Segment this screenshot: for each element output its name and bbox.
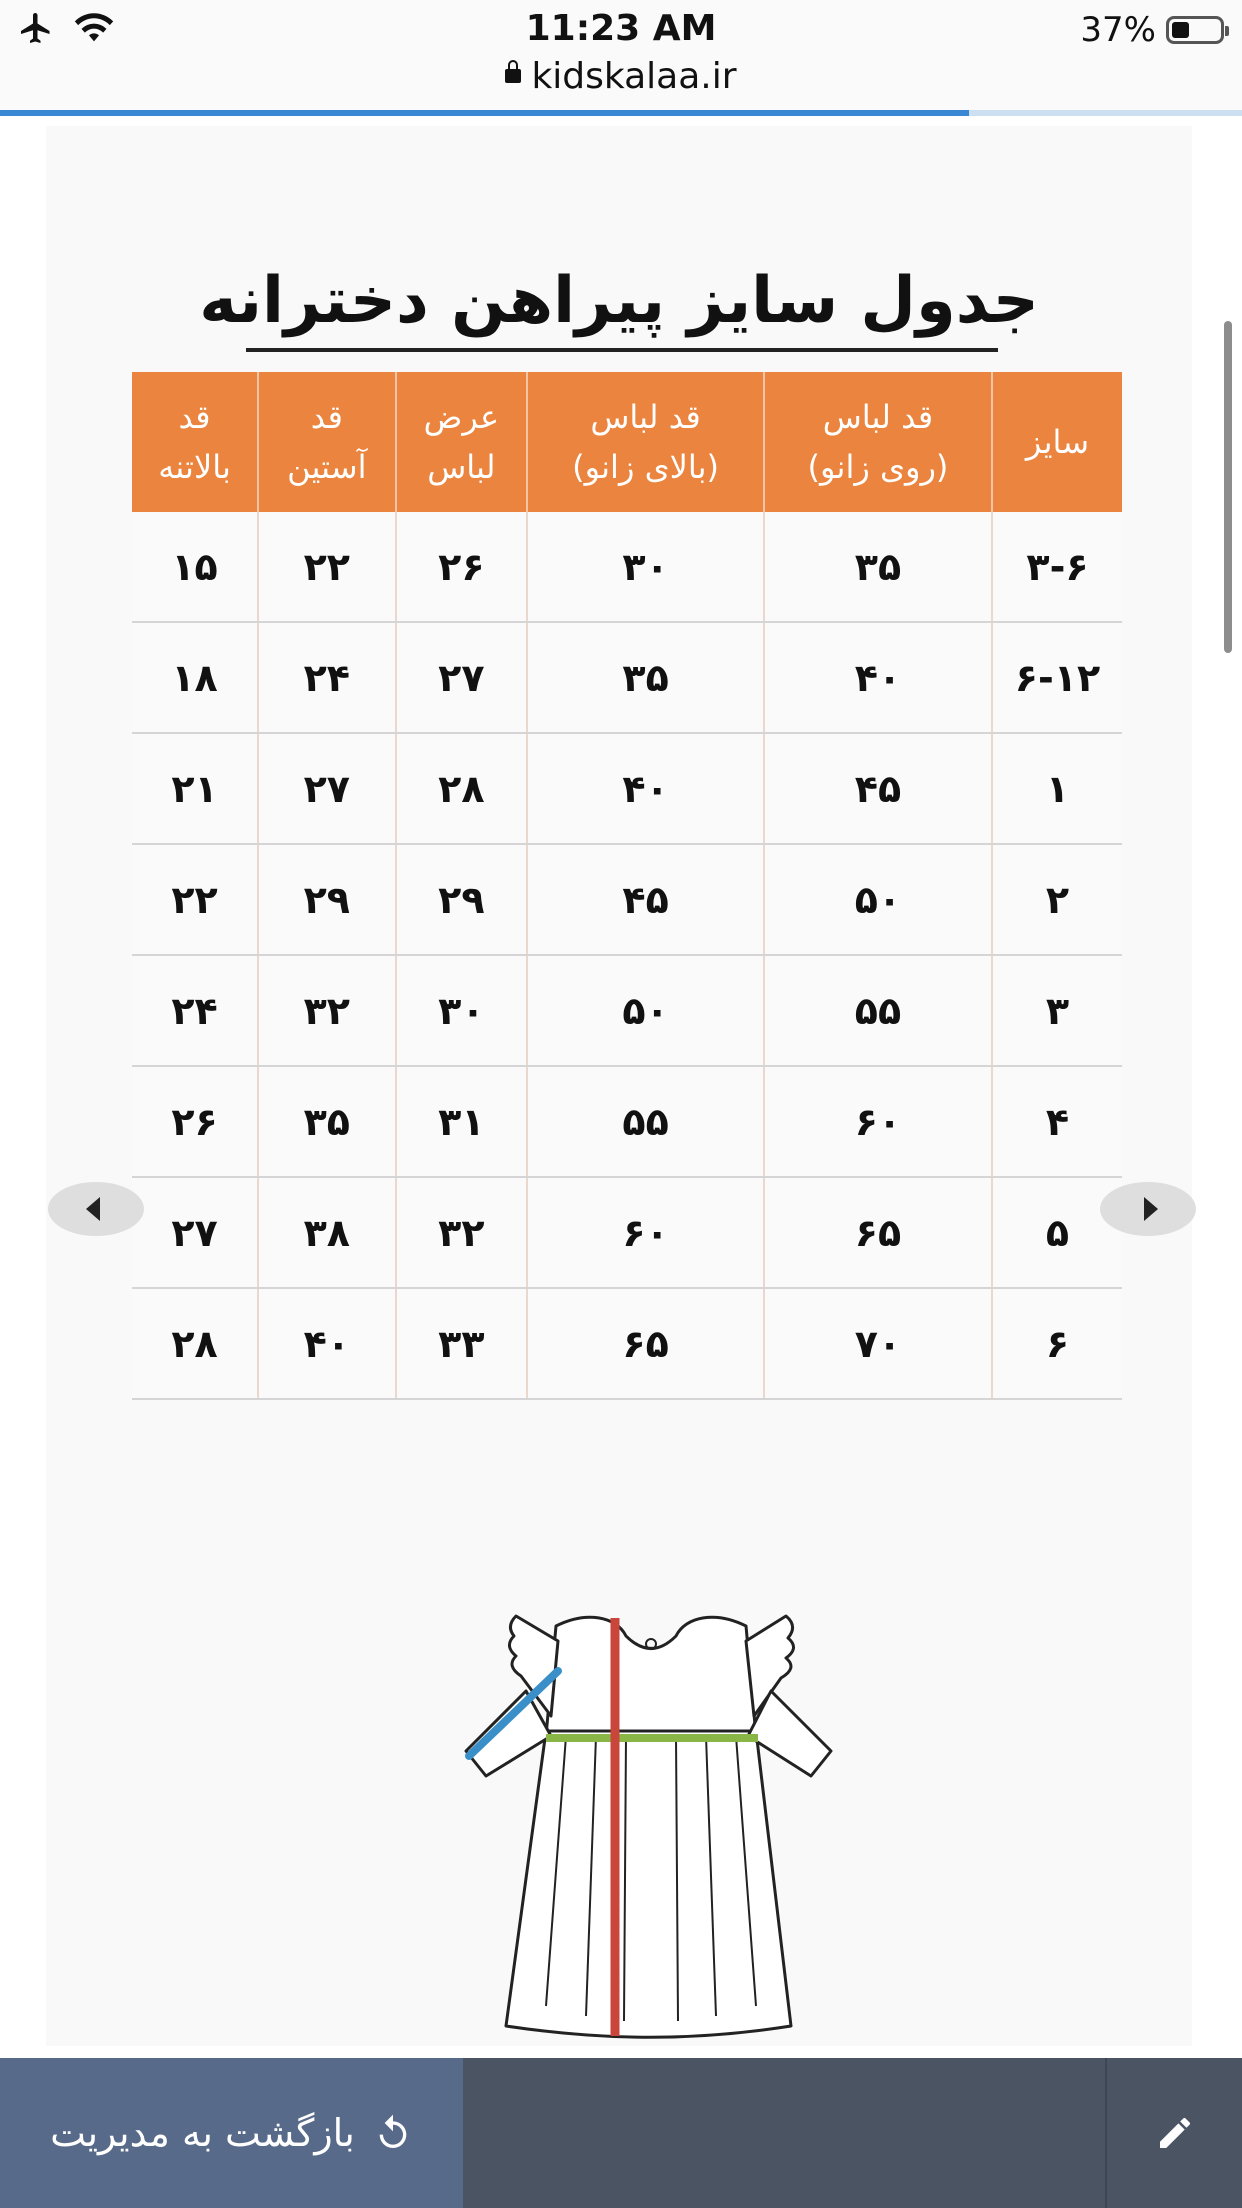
table-cell: ۳۵ (527, 622, 764, 733)
header-line-1: سایز (1025, 423, 1090, 461)
table-row (132, 1288, 1122, 1399)
table-cell: ۳۲ (258, 955, 395, 1066)
table-cell: ۵۵ (527, 1066, 764, 1177)
table-row (132, 1177, 1122, 1288)
header-line-1: قد لباس (822, 398, 934, 436)
lock-icon (505, 69, 521, 83)
table-row (132, 844, 1122, 955)
table-header-row (132, 372, 1122, 512)
table-cell: ۲ (992, 844, 1122, 955)
edit-button[interactable] (1107, 2058, 1242, 2208)
table-cell: ۴۰ (258, 1288, 395, 1399)
table-cell: ۲۴ (132, 955, 258, 1066)
table-cell: ۴۰ (527, 733, 764, 844)
table-cell: ۲۹ (396, 844, 528, 955)
table-cell: ۵۵ (764, 955, 992, 1066)
title-underline (246, 348, 998, 352)
table-cell: ۶۵ (764, 1177, 992, 1288)
header-line-1: قد لباس (590, 398, 701, 436)
table-cell: ۶-۱۲ (992, 622, 1122, 733)
table-cell: ۴ (992, 1066, 1122, 1177)
table-cell: ۳۵ (258, 1066, 395, 1177)
table-row (132, 733, 1122, 844)
table-header-cell (764, 372, 992, 512)
table-cell: ۲۶ (132, 1066, 258, 1177)
table-cell: ۲۷ (132, 1177, 258, 1288)
table-cell: ۶۰ (527, 1177, 764, 1288)
size-chart-image (46, 126, 1192, 2046)
back-to-admin-label: بازگشت به مدیریت (50, 2111, 355, 2155)
table-cell: ۱ (992, 733, 1122, 844)
table-cell: ۲۸ (132, 1288, 258, 1399)
next-image-button[interactable] (1100, 1182, 1196, 1236)
header-line-1: قد (310, 398, 343, 436)
table-cell: ۲۱ (132, 733, 258, 844)
table-cell: ۲۲ (258, 512, 395, 622)
table-cell: ۳۲ (396, 1177, 528, 1288)
header-line-2: (بالای زانو) (572, 448, 719, 486)
table-cell: ۵ (992, 1177, 1122, 1288)
table-header-cell (396, 372, 528, 512)
table-cell: ۵۰ (764, 844, 992, 955)
table-cell: ۳۱ (396, 1066, 528, 1177)
table-cell: ۳-۶ (992, 512, 1122, 622)
table-header-cell (258, 372, 395, 512)
url-text: kidskalaa.ir (531, 56, 737, 97)
chevron-left-icon (86, 1197, 100, 1221)
table-cell: ۳۰ (527, 512, 764, 622)
chart-title: جدول سایز پیراهن دخترانه (199, 264, 1039, 338)
table-cell: ۲۷ (258, 733, 395, 844)
table-cell: ۳۰ (396, 955, 528, 1066)
table-cell: ۲۹ (258, 844, 395, 955)
status-time: 11:23 AM (525, 8, 717, 49)
table-cell: ۱۸ (132, 622, 258, 733)
header-line-2: (روی زانو) (807, 448, 949, 486)
table-cell: ۴۵ (527, 844, 764, 955)
table-header-cell (992, 372, 1122, 512)
table-header-cell (527, 372, 764, 512)
battery-percent: 37% (1080, 10, 1156, 50)
previous-image-button[interactable] (48, 1182, 144, 1236)
table-cell: ۳ (992, 955, 1122, 1066)
back-to-admin-button[interactable] (0, 2058, 463, 2208)
table-row (132, 512, 1122, 622)
address-bar[interactable] (0, 56, 1242, 97)
table-cell: ۵۰ (527, 955, 764, 1066)
table-cell: ۲۶ (396, 512, 528, 622)
status-bar (0, 0, 1242, 110)
table-cell: ۱۵ (132, 512, 258, 622)
table-cell: ۳۸ (258, 1177, 395, 1288)
table-row (132, 1066, 1122, 1177)
header-line-2: لباس (427, 448, 496, 486)
table-cell: ۳۵ (764, 512, 992, 622)
header-line-1: قد (178, 398, 211, 436)
image-viewer[interactable] (0, 116, 1242, 2058)
table-row (132, 622, 1122, 733)
table-cell: ۳۳ (396, 1288, 528, 1399)
table-cell: ۲۲ (132, 844, 258, 955)
header-line-2: بالاتنه (158, 448, 231, 486)
table-cell: ۲۸ (396, 733, 528, 844)
table-row (132, 955, 1122, 1066)
table-header-cell (132, 372, 258, 512)
table-cell: ۴۰ (764, 622, 992, 733)
battery-icon (1166, 16, 1224, 44)
header-line-1: عرض (423, 398, 500, 436)
table-cell: ۶ (992, 1288, 1122, 1399)
status-right (1080, 10, 1224, 50)
bottom-toolbar (0, 2058, 1242, 2208)
table-cell: ۷۰ (764, 1288, 992, 1399)
pencil-icon (1155, 2113, 1195, 2153)
table-cell: ۴۵ (764, 733, 992, 844)
table-body (132, 512, 1122, 1399)
undo-icon (373, 2113, 413, 2153)
header-line-2: آستین (287, 448, 367, 486)
dress-illustration (426, 1596, 866, 2046)
scrollbar[interactable] (1224, 321, 1232, 653)
table-cell: ۶۵ (527, 1288, 764, 1399)
size-table (132, 372, 1122, 1400)
chevron-right-icon (1144, 1197, 1158, 1221)
table-cell: ۶۰ (764, 1066, 992, 1177)
table-cell: ۲۴ (258, 622, 395, 733)
table-cell: ۲۷ (396, 622, 528, 733)
